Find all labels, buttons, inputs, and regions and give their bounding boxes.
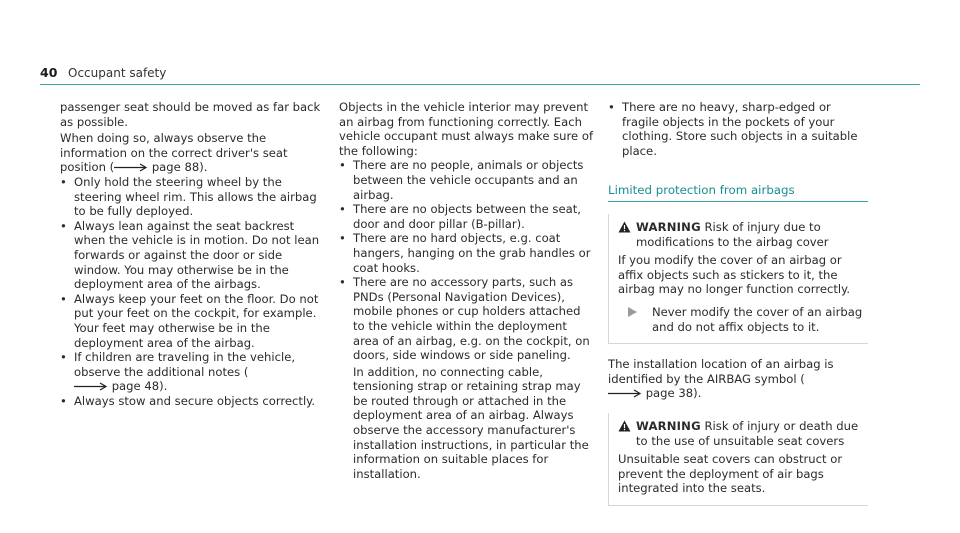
warning-title: Risk of injury or death due to the use of unsuitable seat covers xyxy=(636,418,859,448)
warning-label: WARNING xyxy=(636,418,701,433)
list-item xyxy=(60,350,325,394)
xref-text: page 88). xyxy=(151,160,208,175)
list-item-text: • There are no accessory parts, such as PNDs (Personal Navigation Devices), mobile phones or cup holders attached to the vehicle within the deployment area of an airbag, e.g. on the cockpit, on doors, side windows or side paneling. xyxy=(353,275,590,363)
column-middle xyxy=(339,100,594,481)
safety-bullet-list xyxy=(60,175,325,409)
list-item: • Always lean against the seat backrest when the vehicle is in motion. Do not lean forwards or against the door or side window. You may otherwise be in the deployment area of the airbags. xyxy=(60,219,325,292)
column-left xyxy=(60,100,325,408)
arrow-right-icon xyxy=(74,382,108,391)
warning-step-text: Never modify the cover of an airbag and do not affix objects to it. xyxy=(652,304,863,334)
column-right xyxy=(608,100,868,506)
warning-header xyxy=(618,220,868,249)
warning-body: Unsuitable seat covers can obstruct or prevent the deployment of air bags integrated into the seats. xyxy=(618,452,843,496)
installation-location-paragraph xyxy=(608,357,868,401)
xref-text: page 38). xyxy=(645,386,702,401)
warning-triangle-icon xyxy=(618,221,631,233)
list-item: • There are no hard objects, e.g. coat hangers, hanging on the grab handles or coat hooks. xyxy=(339,231,594,275)
xref-page-88[interactable] xyxy=(114,160,207,174)
list-item: • There are no heavy, sharp-edged or fragile objects in the pockets of your clothing. Store such objects in a suitable place. xyxy=(608,100,868,158)
list-item-text: If children are traveling in the vehicle, observe the additional notes ( xyxy=(74,350,296,379)
list-item: • There are no objects between the seat, door and door pillar (B-pillar). xyxy=(339,202,594,231)
warning-label: WARNING xyxy=(636,219,701,234)
list-item: • Only hold the steering wheel by the steering wheel rim. This allows the airbag to be fully deployed. xyxy=(60,175,325,219)
arrow-right-icon xyxy=(608,389,642,398)
clothing-bullet-list xyxy=(608,100,868,158)
subheading-limited-protection: Limited protection from airbags xyxy=(608,183,795,198)
list-item: • Always stow and secure objects correctly. xyxy=(60,394,325,409)
xref-page-38[interactable] xyxy=(608,386,701,400)
objects-intro: Objects in the vehicle interior may prevent an airbag from functioning correctly. Each vehicle occupant must always make sure of the following: xyxy=(339,100,594,158)
arrow-right-icon xyxy=(114,163,148,172)
install-text: The installation location of an airbag is identified by the AIRBAG symbol ( xyxy=(608,357,834,386)
warning-triangle-icon xyxy=(618,420,631,432)
warning-box-airbag-cover xyxy=(608,214,868,344)
intro-paragraph: passenger seat should be moved as far back as possible. xyxy=(60,100,321,129)
list-item: • There are no people, animals or objects between the vehicle occupants and an airbag. xyxy=(339,158,594,202)
subheading-rule xyxy=(608,201,868,202)
warning-header xyxy=(618,419,868,448)
warning-title: Risk of injury due to modifications to the airbag cover xyxy=(636,219,829,249)
section-title: Occupant safety xyxy=(68,66,167,80)
warning-step xyxy=(618,305,868,334)
warning-body: If you modify the cover of an airbag or affix objects such as stickers to it, the airbag may no longer function correctly. xyxy=(618,253,851,297)
note-text: When doing so, always observe the information on the correct driver's seat position ( xyxy=(60,131,288,175)
page-number: 40 xyxy=(40,65,58,80)
xref-page-48[interactable] xyxy=(74,379,167,393)
header-rule xyxy=(40,84,920,85)
xref-text: page 48). xyxy=(111,379,168,394)
objects-bullet-list xyxy=(339,158,594,481)
list-item: • Always keep your feet on the floor. Do not put your feet on the cockpit, for example. Your feet may otherwise be in the deployment area of the airbag. xyxy=(60,292,325,350)
addition-paragraph: In addition, no connecting cable, tensioning strap or retaining strap may be routed through or attached in the deployment area of an airbag. Always observe the accessory manufacturer's installation instructions, in particular the information on suitable places for installation. xyxy=(353,364,589,481)
play-step-icon xyxy=(628,307,637,317)
warning-box-seat-covers xyxy=(608,413,868,506)
list-item xyxy=(339,275,594,481)
seat-position-note xyxy=(60,131,325,175)
